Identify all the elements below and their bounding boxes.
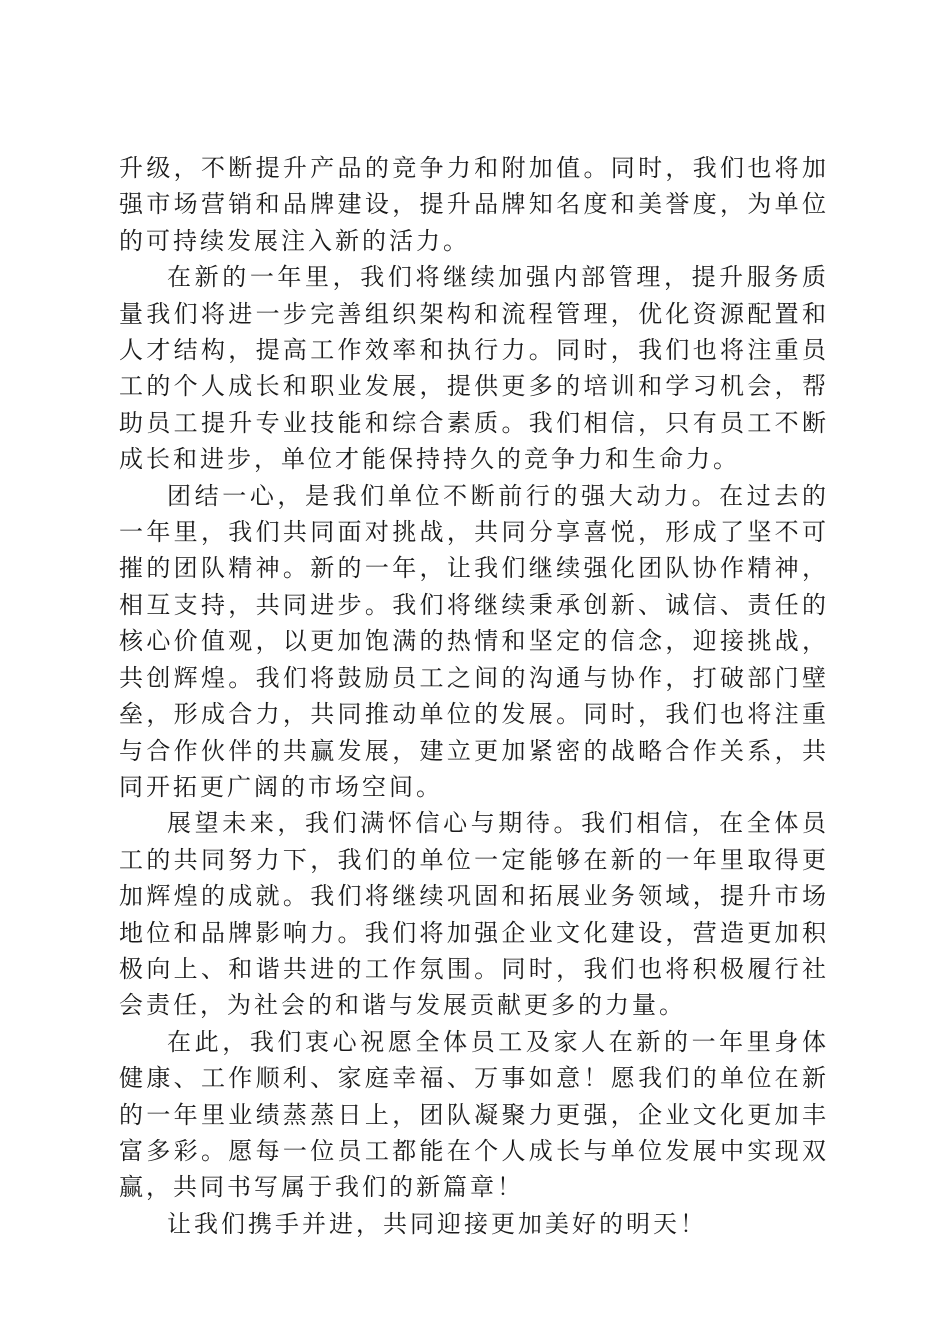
document-page (119, 150, 829, 1242)
paragraph-5: 在此，我们衷心祝愿全体员工及家人在新的一年里身体健康、工作顺利、家庭幸福、万事如意！愿我们的单位在新的一年里业绩蒸蒸日上，团队凝聚力更强，企业文化更加丰富多彩。愿每一位员工都能在个人成长与单位发展中实现双赢，共同书写属于我们的新篇章！ (119, 1027, 829, 1202)
paragraph-4: 展望未来，我们满怀信心与期待。我们相信，在全体员工的共同努力下，我们的单位一定能够在新的一年里取得更加辉煌的成就。我们将继续巩固和拓展业务领域，提升市场地位和品牌影响力。我们将加强企业文化建设，营造更加积极向上、和谐共进的工作氛围。同时，我们也将积极履行社会责任，为社会的和谐与发展贡献更多的力量。 (119, 809, 829, 1020)
paragraph-2: 在新的一年里，我们将继续加强内部管理，提升服务质量我们将进一步完善组织架构和流程管理，优化资源配置和人才结构，提高工作效率和执行力。同时，我们也将注重员工的个人成长和职业发展，提供更多的培训和学习机会，帮助员工提升专业技能和综合素质。我们相信，只有员工不断成长和进步，单位才能保持持久的竞争力和生命力。 (119, 263, 829, 474)
paragraph-1: 升级，不断提升产品的竞争力和附加值。同时，我们也将加强市场营销和品牌建设，提升品牌知名度和美誉度，为单位的可持续发展注入新的活力。 (119, 154, 829, 255)
paragraph-3: 团结一心，是我们单位不断前行的强大动力。在过去的一年里，我们共同面对挑战，共同分享喜悦，形成了坚不可摧的团队精神。新的一年，让我们继续强化团队协作精神，相互支持，共同进步。我们将继续秉承创新、诚信、责任的核心价值观，以更加饱满的热情和坚定的信念，迎接挑战，共创辉煌。我们将鼓励员工之间的沟通与协作，打破部门壁垒，形成合力，共同推动单位的发展。同时，我们也将注重与合作伙伴的共赢发展，建立更加紧密的战略合作关系，共同开拓更广阔的市场空间。 (119, 481, 829, 801)
paragraph-6: 让我们携手并进，共同迎接更加美好的明天！ (167, 1209, 707, 1238)
